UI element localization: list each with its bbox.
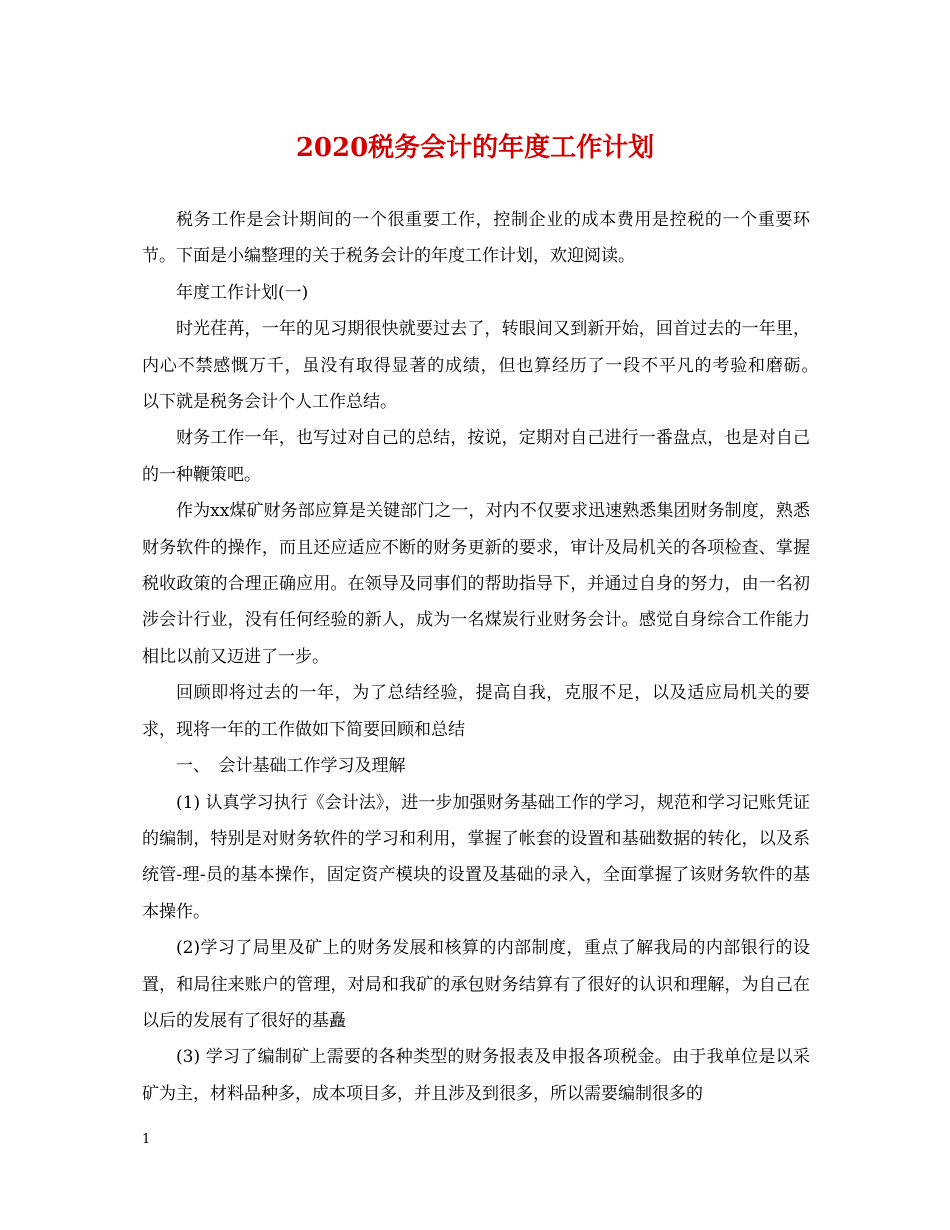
page-number: 1 bbox=[142, 1132, 151, 1147]
document-body bbox=[142, 202, 827, 1112]
paragraph: 作为xx煤矿财务部应算是关键部门之一，对内不仅要求迅速熟悉集团财务制度，熟悉财务软件的操作，而且还应适应不断的财务更新的要求，审计及局机关的各项检查、掌握税收政策的合理正确应用。在领导及同事们的帮助指导下，并通过自身的努力，由一名初涉会计行业，没有任何经验的新人，成为一名煤炭行业财务会计。感觉自身综合工作能力相比以前又迈进了一步。 bbox=[142, 501, 810, 667]
paragraph-item-2: (2)学习了局里及矿上的财务发展和核算的内部制度，重点了解我局的内部银行的设置，和局往来账户的管理，对局和我矿的承包财务结算有了很好的认识和理解，为自己在以后的发展有了很好的基矗 bbox=[142, 938, 810, 1031]
paragraph-item-3: (3) 学习了编制矿上需要的各种类型的财务报表及申报各项税金。由于我单位是以采矿为主，材料品种多，成本项目多，并且涉及到很多，所以需要编制很多的 bbox=[142, 1047, 810, 1104]
paragraph: 回顾即将过去的一年，为了总结经验，提高自我，克服不足，以及适应局机关的要求，现将一年的工作做如下简要回顾和总结 bbox=[142, 683, 810, 740]
paragraph-section-heading: 年度工作计划(一) bbox=[176, 282, 309, 303]
paragraph-intro: 税务工作是会计期间的一个很重要工作，控制企业的成本费用是控税的一个重要环节。下面是小编整理的关于税务会计的年度工作计划，欢迎阅读。 bbox=[142, 210, 810, 267]
document-title: 2020税务会计的年度工作计划 bbox=[295, 133, 655, 163]
paragraph-subheading: 一、 会计基础工作学习及理解 bbox=[176, 756, 406, 777]
paragraph-item-1: (1) 认真学习执行《会计法》，进一步加强财务基础工作的学习，规范和学习记账凭证的编制，特别是对财务软件的学习和利用，掌握了帐套的设置和基础数据的转化，以及系统管-理-员的基本操作，固定资产模块的设置及基础的录入，全面掌握了该财务软件的基本操作。 bbox=[142, 792, 810, 922]
paragraph: 时光荏苒，一年的见习期很快就要过去了，转眼间又到新开始，回首过去的一年里，内心不禁感慨万千，虽没有取得显著的成绩，但也算经历了一段不平凡的考验和磨砺。 以下就是税务会计个人工作总结。 bbox=[142, 319, 827, 413]
paragraph: 财务工作一年，也写过对自己的总结，按说，定期对自己进行一番盘点，也是对自己的一种鞭策吧。 bbox=[142, 428, 810, 485]
